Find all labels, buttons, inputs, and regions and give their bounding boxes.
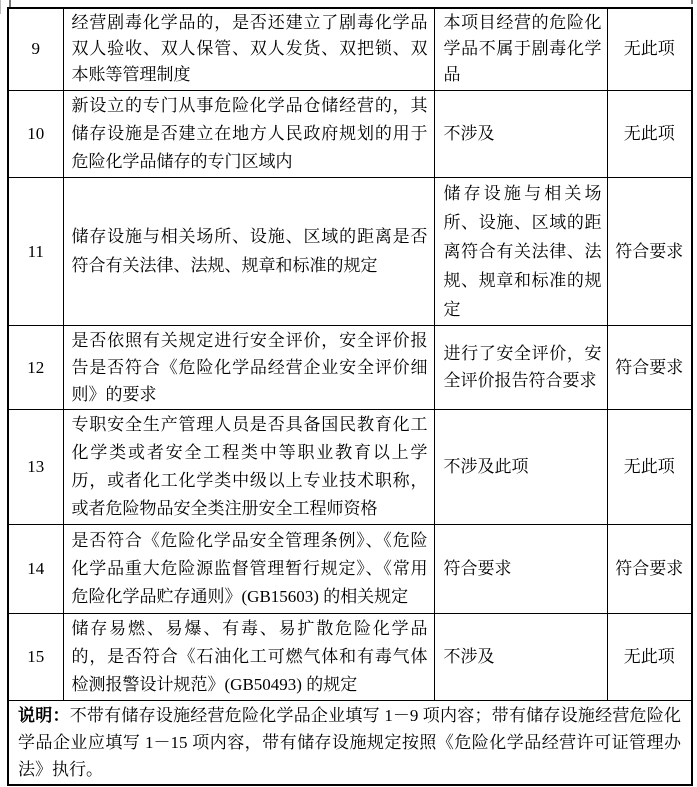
top-right-tick xyxy=(691,0,693,4)
row-evaluation-text: 不涉及此项 xyxy=(434,409,607,524)
row-evaluation-text: 不涉及 xyxy=(434,613,607,700)
row-item-text: 经营剧毒化学品的，是否还建立了剧毒化学品双人验收、双人保管、双人发货、双把锁、双本账等管理制度 xyxy=(63,8,434,90)
row-result-text: 符合要求 xyxy=(607,325,692,409)
table-row xyxy=(8,325,692,409)
row-evaluation-text: 不涉及 xyxy=(434,90,607,177)
table-row xyxy=(8,524,692,613)
row-item-text: 专职安全生产管理人员是否具备国民教育化工化学类或者安全工程类中等职业教育以上学历，或者化工化学类中级以上专业技术职称，或者危险物品安全类注册安全工程师资格 xyxy=(63,409,434,524)
row-result-text: 无此项 xyxy=(607,613,692,700)
row-result-text: 符合要求 xyxy=(607,177,692,325)
row-item-text: 储存易燃、易爆、有毒、易扩散危险化学品的，是否符合《石油化工可燃气体和有毒气体检测报警设计规范》(GB50493) 的规定 xyxy=(63,613,434,700)
table-row xyxy=(8,613,692,700)
note-label: 说明： xyxy=(18,705,70,725)
row-evaluation-text: 本项目经营的危险化学品不属于剧毒化学品 xyxy=(434,8,607,90)
row-number: 12 xyxy=(8,325,63,409)
hazardous-chemicals-review-table xyxy=(7,7,693,786)
row-result-text: 无此项 xyxy=(607,409,692,524)
note-text: 不带有储存设施经营危险化学品企业填写 1－9 项内容；带有储存设施经营危险化学品企业应填写 1－15 项内容，带有储存设施规定按照《危险化学品经营许可证管理办法》执行。 xyxy=(18,705,682,779)
row-result-text: 无此项 xyxy=(607,90,692,177)
row-number: 14 xyxy=(8,524,63,613)
page-edge-artifact xyxy=(0,0,1,14)
row-number: 13 xyxy=(8,409,63,524)
row-item-text: 储存设施与相关场所、设施、区域的距离是否符合有关法律、法规、规章和标准的规定 xyxy=(63,177,434,325)
table-note-row xyxy=(8,700,692,785)
table-row xyxy=(8,8,692,90)
row-item-text: 新设立的专门从事危险化学品仓储经营的，其储存设施是否建立在地方人民政府规划的用于危险化学品储存的专门区域内 xyxy=(63,90,434,177)
row-number: 11 xyxy=(8,177,63,325)
table-row xyxy=(8,409,692,524)
row-evaluation-text: 符合要求 xyxy=(434,524,607,613)
row-evaluation-text: 储存设施与相关场所、设施、区域的距离符合有关法律、法规、规章和标准的规定 xyxy=(434,177,607,325)
row-number: 15 xyxy=(8,613,63,700)
table-row xyxy=(8,177,692,325)
row-item-text: 是否符合《危险化学品安全管理条例》、《危险化学品重大危险源监督管理暂行规定》、《常用危险化学品贮存通则》(GB15603) 的相关规定 xyxy=(63,524,434,613)
row-evaluation-text: 进行了安全评价，安全评价报告符合要求 xyxy=(434,325,607,409)
row-item-text: 是否依照有关规定进行安全评价，安全评价报告是否符合《危险化学品经营企业安全评价细则》的要求 xyxy=(63,325,434,409)
row-result-text: 符合要求 xyxy=(607,524,692,613)
table-row xyxy=(8,90,692,177)
row-number: 10 xyxy=(8,90,63,177)
note-cell xyxy=(8,700,692,785)
row-result-text: 无此项 xyxy=(607,8,692,90)
row-number: 9 xyxy=(8,8,63,90)
